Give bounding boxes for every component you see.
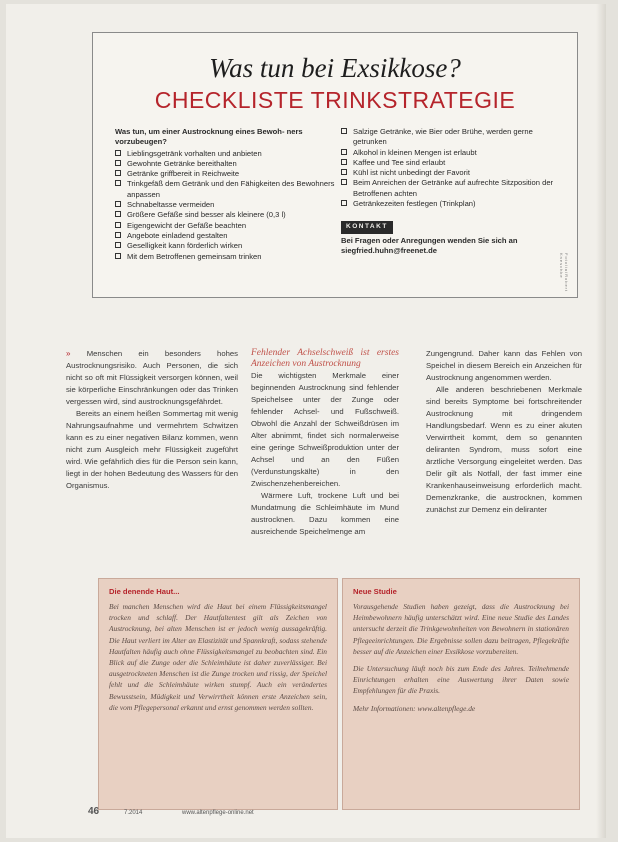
info-box-text: Die Untersuchung läuft noch bis zum Ende des Jahres. Teilnehmende Einrichtungen erhalten eine Auswertung ihrer Daten sowie Empfehlungen für die Praxis. xyxy=(353,664,569,696)
checkbox-icon xyxy=(115,160,121,166)
checklist-item: Salzige Getränke, wie Bier oder Brühe, werden gerne getrunken xyxy=(341,127,561,148)
checklist-item: Eigengewicht der Gefäße beachten xyxy=(115,221,339,231)
checklist-item: Angebote einladend gestalten xyxy=(115,231,339,241)
article-paragraph: Die wichtigsten Merkmale einer beginnenden Austrocknung sind fehlender Speichelsee unter der Zunge oder fehlender Achsel- und Fußschweiß. Obwohl die Anzahl der Schweißdrüsen im Alter abnimmt, findet sich normalerweise eine geringe Schweißproduktion unter der Achsel und an den Füßen (Verdunstungskälte) in den Zwischenzehenbereichen. xyxy=(251,371,399,488)
checklist-item: Größere Gefäße sind besser als kleinere (0,3 l) xyxy=(115,210,339,220)
contact-text: Bei Fragen oder Anregungen wenden Sie sich an siegfried.huhn@freenet.de xyxy=(341,235,518,255)
article-column-1 xyxy=(66,348,238,492)
page-number: 46 xyxy=(88,806,100,817)
checkbox-icon xyxy=(341,128,347,134)
pull-quote: Fehlender Achselschweiß ist erstes Anzeichen von Austrocknung xyxy=(251,348,399,369)
article-column-2 xyxy=(251,348,399,538)
info-box-text: Vorausgehende Studien haben gezeigt, dass die Austrocknung bei Heimbewohnern häufig unterschätzt wird. Eine neue Studie des Landes untersucht derzeit die Trinkgewohnheiten von Bewohnern in stationären Pflegeeinrichtungen. Die Ergebnisse sollen dazu beitragen, Pflegekräfte besser auf die Anzeichen einer Exsikkose vorzubereiten. xyxy=(353,602,569,656)
checklist-box xyxy=(92,32,578,298)
info-box-skin xyxy=(98,578,338,810)
checklist-right-column xyxy=(341,127,561,256)
checkbox-icon xyxy=(341,169,347,175)
contact-badge: KONTAKT xyxy=(341,221,393,233)
checkbox-icon xyxy=(341,179,347,185)
checklist-item: Schnabeltasse vermeiden xyxy=(115,200,339,210)
checkbox-icon xyxy=(115,150,121,156)
info-box-text: Bei manchen Menschen wird die Haut bei einem Flüssigkeitsmangel trocken und schlaff. Der Hautfaltentest gilt als Zeichen von Austrocknung, bei alten Menschen ist er jedoch wenig aussagekräftig. Die Haut verliert im Alter an Elastizität und Spannkraft, sodass stehende Hautfalten häufig auch ohne Flüssigkeitsmangel zu beobachten sind. Ein Blick auf die Zunge oder die Schleimhäute ist daher zuverlässiger. Bei ausgetrockneten Menschen ist die Zunge trocken und rissig, der Speichel fehlt und die Schleimhäute wirken stumpf. Auch ein verändertes Bewusstsein, Müdigkeit und Verwirrtheit können erste Anzeichen sein, die vom Pflegepersonal erkannt und ernst genommen werden sollten. xyxy=(109,602,327,712)
checkbox-icon xyxy=(115,170,121,176)
article-paragraph: Alle anderen beschriebenen Merkmale sind bereits Symptome bei fortschreitender Austrocknung mit dringendem Handlungsbedarf. Wenn es zu einer akuten Verwirrtheit kommt, dem so genannten deliranten Syndrom, muss sofort eine ärztliche Versorgung eingeleitet werden. Das Delir gilt als Notfall, der fast immer eine Krankenhauseinweisung erforderlich macht. Demenzkranke, die austrocknen, kommen zunächst zur Demenz ein deliranter xyxy=(426,385,582,514)
checklist-intro: Was tun, um einer Austrocknung eines Bewoh- ners vorzubeugen? xyxy=(115,127,303,147)
page-subtitle: CHECKLISTE TRINKSTRATEGIE xyxy=(154,87,516,113)
info-box-title: Neue Studie xyxy=(353,587,397,596)
info-box-link: Mehr Informationen: www.altenpflege.de xyxy=(353,703,476,713)
checkbox-icon xyxy=(341,159,347,165)
checkbox-icon xyxy=(115,211,121,217)
checklist-item: Mit dem Betroffenen gemeinsam trinken xyxy=(115,252,339,262)
article-paragraph: » Menschen ein besonders hohes Austrocknungsrisiko. Auch Personen, die sich nicht so oft mit Flüssigkeit versorgen können, weil sie körperliche Einschränkungen oder das Trinken vergessen wird, sind austrocknungsgefährdet. xyxy=(66,349,238,406)
info-box-title: Die denende Haut... xyxy=(109,587,180,596)
checklist-item: Kühl ist nicht unbedingt der Favorit xyxy=(341,168,561,178)
checklist-item: Lieblingsgetränk vorhalten und anbieten xyxy=(115,149,339,159)
checklist-left-column xyxy=(115,127,339,262)
checklist-item: Getränkezeiten festlegen (Trinkplan) xyxy=(341,199,561,209)
checkbox-icon xyxy=(115,201,121,207)
page-title: Was tun bei Exsikkose? xyxy=(209,53,461,83)
article-column-3 xyxy=(426,348,582,516)
checkbox-icon xyxy=(115,232,121,238)
checklist-item: Getränke griffbereit in Reichweite xyxy=(115,169,339,179)
article-paragraph: Zungengrund. Daher kann das Fehlen von Speichel in diesem Bereich ein Anzeichen für Austrocknung angenommen werden. xyxy=(426,349,582,382)
checklist-item: Beim Anreichen der Getränke auf aufrechte Sitzposition der Betroffenen achten xyxy=(341,178,561,199)
checklist-item: Trinkgefäß dem Getränk und den Fähigkeiten des Bewohners anpassen xyxy=(115,179,339,200)
checkbox-icon xyxy=(115,222,121,228)
info-box-study xyxy=(342,578,580,810)
checklist-item: Gewohnte Getränke bereithalten xyxy=(115,159,339,169)
checkbox-icon xyxy=(115,253,121,259)
checkbox-icon xyxy=(341,149,347,155)
checkbox-icon xyxy=(115,180,121,186)
article-paragraph: Wärmere Luft, trockene Luft und bei Mundatmung die Schleimhäute im Mund austrocknen. Dazu kommen eine ausreichende Speichelmenge am xyxy=(251,491,399,536)
issue-label: 7.2014 xyxy=(124,810,143,816)
checkbox-icon xyxy=(341,200,347,206)
article-paragraph: Bereits an einem heißen Sommertag mit wenig Nahrungsaufnahme und vermehrtem Schwitzen kann es zu einer negativen Bilanz kommen, wenn nicht zum Ausgleich mehr Flüssigkeit zugeführt wird. Wie gefährlich dies für die Person sein kann, liegt in der hohen Bedeutung des Wassers für den Organismus. xyxy=(66,409,238,490)
checklist-item: Alkohol in kleinen Mengen ist erlaubt xyxy=(341,148,561,158)
checkbox-icon xyxy=(115,242,121,248)
continuation-arrow-icon: » xyxy=(66,349,71,358)
photo-credit: Fotolia/Robert Kneschke xyxy=(559,253,569,293)
checklist-item: Geselligkeit kann förderlich wirken xyxy=(115,241,339,251)
magazine-page xyxy=(6,4,606,838)
page-fold-shadow xyxy=(596,4,606,838)
checklist-item: Kaffee und Tee sind erlaubt xyxy=(341,158,561,168)
footer-url: www.altenpflege-online.net xyxy=(182,810,254,816)
